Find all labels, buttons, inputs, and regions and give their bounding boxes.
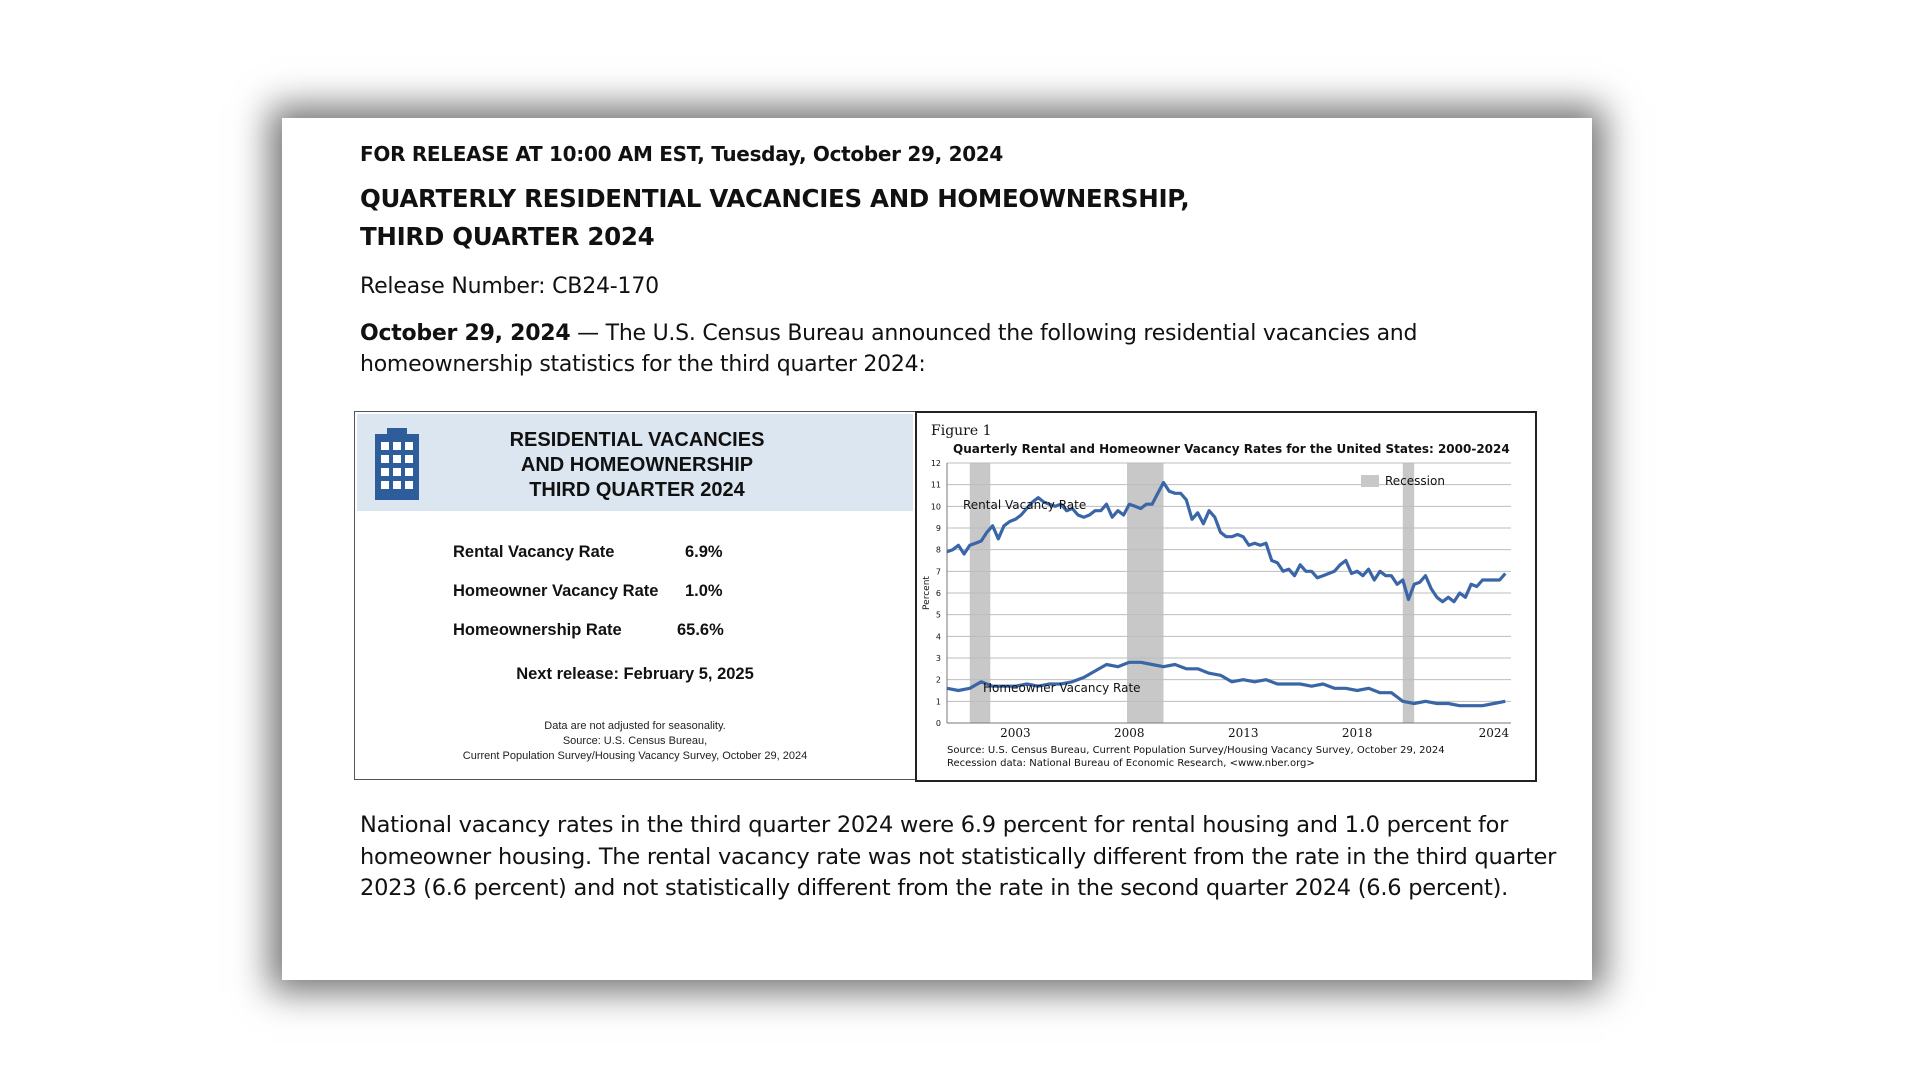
x-tick-label: 2024 — [1478, 726, 1510, 740]
building-window — [381, 481, 389, 489]
y-tick-label: 3 — [935, 654, 941, 663]
building-window — [381, 455, 389, 463]
building-window — [405, 442, 413, 450]
y-tick-label: 10 — [930, 502, 941, 512]
x-tick-label: 2018 — [1341, 726, 1373, 740]
note-line-1: Data are not adjusted for seasonality. — [544, 720, 726, 732]
building-window — [405, 468, 413, 476]
series-label-rental: Rental Vacancy Rate — [963, 498, 1087, 512]
x-tick-label: 2013 — [1227, 726, 1259, 740]
y-tick-label: 1 — [935, 697, 941, 707]
intro-date: October 29, 2024 — [360, 321, 571, 346]
summary-title-line-2: AND HOMEOWNERSHIP — [520, 454, 754, 476]
note-line-2: Source: U.S. Census Bureau, — [562, 735, 708, 747]
summary-title-line-3: THIRD QUARTER 2024 — [529, 479, 745, 501]
figure-label: Figure 1 — [931, 423, 992, 439]
stat-label: Homeownership Rate — [453, 621, 622, 639]
y-tick-label: 11 — [930, 480, 941, 490]
x-tick-label: 2008 — [1114, 726, 1145, 740]
stat-label: Homeowner Vacancy Rate — [453, 582, 659, 600]
y-tick-label: 5 — [935, 610, 941, 620]
building-window — [393, 455, 401, 463]
building-icon — [373, 428, 421, 500]
summary-title — [457, 428, 817, 503]
next-release: Next release: February 5, 2025 — [516, 665, 754, 683]
building-window — [393, 468, 401, 476]
y-tick-label: 8 — [935, 545, 941, 555]
x-tick-label: 2003 — [1000, 726, 1031, 740]
y-axis-label: Percent — [922, 576, 932, 610]
y-tick-label: 0 — [935, 719, 941, 728]
headline-line-1: QUARTERLY RESIDENTIAL VACANCIES AND HOMEOWNERSHIP, — [360, 184, 1190, 213]
headline-line-2: THIRD QUARTER 2024 — [360, 222, 655, 251]
vacancy-paragraph: National vacancy rates in the third quarter 2024 were 6.9 percent for rental housing and 1.0 percent for homeowner housing. The rental vacancy rate was not statistically different from the rate in the third quarter 2023 (6.6 percent) and not statistically different from the rate in the second quarter 2024 (6.6 percent). — [360, 812, 1557, 901]
source-line-2: Recession data: National Bureau of Economic Research, <www.nber.org> — [947, 758, 1315, 769]
note-line-3: Current Population Survey/Housing Vacancy Survey, October 29, 2024 — [462, 750, 808, 762]
summary-title-line-1: RESIDENTIAL VACANCIES — [509, 429, 765, 451]
y-tick-label: 6 — [935, 589, 941, 598]
building-window — [393, 481, 401, 489]
vacancy-rate-chart — [917, 413, 1535, 780]
stat-label: Rental Vacancy Rate — [453, 543, 615, 561]
release-number: Release Number: CB24-170 — [360, 274, 659, 299]
y-tick-label: 4 — [935, 632, 941, 642]
release-line: FOR RELEASE AT 10:00 AM EST, Tuesday, October 29, 2024 — [360, 142, 1004, 166]
building-window — [405, 481, 413, 489]
headline — [360, 180, 1189, 256]
y-tick-label: 7 — [935, 567, 941, 577]
figure-box — [915, 411, 1537, 782]
intro-paragraph — [360, 318, 1560, 380]
document-page — [282, 118, 1592, 980]
building-window — [381, 442, 389, 450]
summary-box — [354, 411, 916, 780]
legend-swatch — [1361, 475, 1379, 487]
intro-text: — The U.S. Census Bureau announced the following residential vacancies and homeownership statistics for the third quarter 2024: — [360, 321, 1418, 377]
y-tick-label: 9 — [935, 524, 941, 533]
stat-value: 65.6% — [677, 621, 724, 639]
building-window — [405, 455, 413, 463]
source-line-1: Source: U.S. Census Bureau, Current Population Survey/Housing Vacancy Survey, October 29, 2024 — [947, 745, 1445, 756]
stat-value: 6.9% — [685, 543, 723, 561]
y-tick-label: 2 — [935, 675, 941, 685]
seasonality-note — [355, 719, 915, 764]
legend-label: Recession — [1385, 474, 1445, 488]
series-label-homeowner: Homeowner Vacancy Rate — [983, 681, 1141, 695]
building-window — [393, 442, 401, 450]
y-tick-label: 12 — [930, 459, 941, 468]
summary-header — [357, 414, 913, 511]
chart-title: Quarterly Rental and Homeowner Vacancy Rates for the United States: 2000-2024 — [953, 442, 1510, 456]
stat-value: 1.0% — [685, 582, 723, 600]
building-window — [381, 468, 389, 476]
